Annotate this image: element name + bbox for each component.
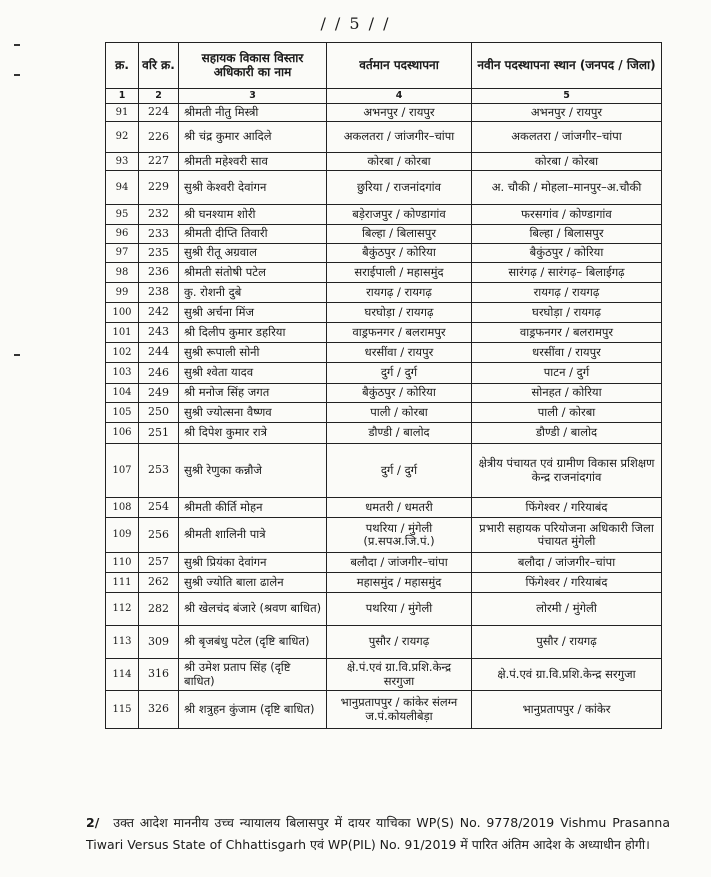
seniority-cell: 316 bbox=[139, 659, 179, 691]
current-posting-cell: अभनपुर / रायपुर bbox=[327, 104, 472, 122]
name-cell: श्री घनश्याम शोरी bbox=[179, 205, 327, 225]
serial-cell: 108 bbox=[106, 498, 139, 518]
current-posting-cell: दुर्ग / दुर्ग bbox=[327, 444, 472, 498]
seniority-cell: 250 bbox=[139, 403, 179, 423]
current-posting-cell: रायगढ़ / रायगढ़ bbox=[327, 283, 472, 303]
seniority-cell: 251 bbox=[139, 423, 179, 444]
serial-cell: 113 bbox=[106, 626, 139, 659]
seniority-cell: 242 bbox=[139, 303, 179, 323]
name-cell: श्रीमती संतोषी पटेल bbox=[179, 263, 327, 283]
column-number: 5 bbox=[472, 89, 662, 104]
serial-cell: 95 bbox=[106, 205, 139, 225]
table-row bbox=[106, 626, 662, 659]
margin-mark bbox=[14, 44, 20, 46]
seniority-cell: 226 bbox=[139, 122, 179, 153]
name-cell: श्री बृजबंधु पटेल (दृष्टि बाधित) bbox=[179, 626, 327, 659]
table-row bbox=[106, 104, 662, 122]
new-posting-cell: भानुप्रतापपुर / कांकेर bbox=[472, 691, 662, 729]
name-cell: श्रीमती नीतु मिस्त्री bbox=[179, 104, 327, 122]
note-paragraph bbox=[86, 812, 670, 856]
serial-cell: 94 bbox=[106, 171, 139, 205]
name-cell: सुश्री केश्वरी देवांगन bbox=[179, 171, 327, 205]
current-posting-cell: बिल्हा / बिलासपुर bbox=[327, 225, 472, 244]
table-header-row bbox=[106, 43, 662, 89]
serial-cell: 99 bbox=[106, 283, 139, 303]
new-posting-cell: वाड्रफनगर / बलरामपुर bbox=[472, 323, 662, 343]
serial-cell: 114 bbox=[106, 659, 139, 691]
serial-cell: 93 bbox=[106, 153, 139, 171]
table-row bbox=[106, 659, 662, 691]
serial-cell: 112 bbox=[106, 593, 139, 626]
table-row bbox=[106, 153, 662, 171]
seniority-cell: 227 bbox=[139, 153, 179, 171]
new-posting-cell: लोरमी / मुंगेली bbox=[472, 593, 662, 626]
new-posting-cell: डौण्डी / बालोद bbox=[472, 423, 662, 444]
current-posting-cell: धरसींवा / रायपुर bbox=[327, 343, 472, 363]
table-row bbox=[106, 225, 662, 244]
current-posting-cell: पुसौर / रायगढ़ bbox=[327, 626, 472, 659]
new-posting-cell: धरसींवा / रायपुर bbox=[472, 343, 662, 363]
new-posting-cell: अकलतरा / जांजगीर–चांपा bbox=[472, 122, 662, 153]
serial-cell: 106 bbox=[106, 423, 139, 444]
seniority-cell: 236 bbox=[139, 263, 179, 283]
current-posting-cell: छुरिया / राजनांदगांव bbox=[327, 171, 472, 205]
name-cell: सुश्री ज्योत्सना वैष्णव bbox=[179, 403, 327, 423]
name-cell: सुश्री अर्चना मिंज bbox=[179, 303, 327, 323]
column-number-row bbox=[106, 89, 662, 104]
new-posting-cell: फरसगांव / कोण्डागांव bbox=[472, 205, 662, 225]
serial-cell: 101 bbox=[106, 323, 139, 343]
seniority-cell: 249 bbox=[139, 384, 179, 403]
name-cell: सुश्री ज्योति बाला ढालेन bbox=[179, 573, 327, 593]
name-cell: श्री दिपेश कुमार रात्रे bbox=[179, 423, 327, 444]
table-row bbox=[106, 593, 662, 626]
seniority-cell: 232 bbox=[139, 205, 179, 225]
current-posting-cell: बैकुंठपुर / कोरिया bbox=[327, 244, 472, 263]
header-current-posting: वर्तमान पदस्थापना bbox=[327, 43, 472, 89]
name-cell: श्री चंद्र कुमार आदिले bbox=[179, 122, 327, 153]
table-row bbox=[106, 171, 662, 205]
table-row bbox=[106, 363, 662, 384]
new-posting-cell: घरघोड़ा / रायगढ़ bbox=[472, 303, 662, 323]
table-row bbox=[106, 518, 662, 553]
new-posting-cell: अ. चौकी / मोहला–मानपुर–अ.चौकी bbox=[472, 171, 662, 205]
new-posting-cell: रायगढ़ / रायगढ़ bbox=[472, 283, 662, 303]
note-text: उक्त आदेश माननीय उच्च न्यायालय बिलासपुर में दायर याचिका WP(S) No. 9778/2019 Vishmu Prasanna Tiwari Versus State of Chhattisgarh एवं WP(PIL) No. 91/2019 में पारित अंतिम आदेश के अध्याधीन होगी। bbox=[86, 815, 670, 852]
table-row bbox=[106, 343, 662, 363]
name-cell: सुश्री रीतू अग्रवाल bbox=[179, 244, 327, 263]
seniority-cell: 256 bbox=[139, 518, 179, 553]
seniority-cell: 235 bbox=[139, 244, 179, 263]
serial-cell: 109 bbox=[106, 518, 139, 553]
current-posting-cell: बड़ेराजपुर / कोण्डागांव bbox=[327, 205, 472, 225]
current-posting-cell: वाड्रफनगर / बलरामपुर bbox=[327, 323, 472, 343]
name-cell: कु. रोशनी दुबे bbox=[179, 283, 327, 303]
new-posting-cell: क्षेत्रीय पंचायत एवं ग्रामीण विकास प्रशिक्षण केन्द्र राजनांदगांव bbox=[472, 444, 662, 498]
new-posting-cell: सारंगढ़ / सारंगढ़– बिलाईगढ़ bbox=[472, 263, 662, 283]
table-row bbox=[106, 444, 662, 498]
new-posting-cell: बैकुंठपुर / कोरिया bbox=[472, 244, 662, 263]
name-cell: सुश्री प्रियंका देवांगन bbox=[179, 553, 327, 573]
new-posting-cell: क्षे.पं.एवं ग्रा.वि.प्रशि.केन्द्र सरगुजा bbox=[472, 659, 662, 691]
current-posting-cell: पथरिया / मुंगेली (प्र.सपअ.जि.पं.) bbox=[327, 518, 472, 553]
serial-cell: 100 bbox=[106, 303, 139, 323]
seniority-cell: 253 bbox=[139, 444, 179, 498]
column-number: 4 bbox=[327, 89, 472, 104]
column-number: 2 bbox=[139, 89, 179, 104]
current-posting-cell: पाली / कोरबा bbox=[327, 403, 472, 423]
serial-cell: 103 bbox=[106, 363, 139, 384]
transfer-table bbox=[105, 42, 662, 729]
seniority-cell: 243 bbox=[139, 323, 179, 343]
serial-cell: 115 bbox=[106, 691, 139, 729]
table-row bbox=[106, 691, 662, 729]
seniority-cell: 246 bbox=[139, 363, 179, 384]
serial-cell: 105 bbox=[106, 403, 139, 423]
new-posting-cell: पुसौर / रायगढ़ bbox=[472, 626, 662, 659]
table-row bbox=[106, 403, 662, 423]
seniority-cell: 244 bbox=[139, 343, 179, 363]
serial-cell: 102 bbox=[106, 343, 139, 363]
margin-mark bbox=[14, 354, 20, 356]
new-posting-cell: फिंगेश्वर / गरियाबंद bbox=[472, 573, 662, 593]
note-label: 2/ bbox=[86, 815, 100, 830]
name-cell: श्रीमती कीर्ति मोहन bbox=[179, 498, 327, 518]
current-posting-cell: पथरिया / मुंगेली bbox=[327, 593, 472, 626]
current-posting-cell: बैकुंठपुर / कोरिया bbox=[327, 384, 472, 403]
serial-cell: 104 bbox=[106, 384, 139, 403]
new-posting-cell: बिल्हा / बिलासपुर bbox=[472, 225, 662, 244]
name-cell: सुश्री रेणुका कन्नौजे bbox=[179, 444, 327, 498]
table-row bbox=[106, 384, 662, 403]
current-posting-cell: महासमुंद / महासमुंद bbox=[327, 573, 472, 593]
name-cell: श्री उमेश प्रताप सिंह (दृष्टि बाधित) bbox=[179, 659, 327, 691]
name-cell: श्रीमती महेश्वरी साव bbox=[179, 153, 327, 171]
seniority-cell: 309 bbox=[139, 626, 179, 659]
serial-cell: 98 bbox=[106, 263, 139, 283]
current-posting-cell: बलौदा / जांजगीर–चांपा bbox=[327, 553, 472, 573]
seniority-cell: 229 bbox=[139, 171, 179, 205]
header-name: सहायक विकास विस्तार अधिकारी का नाम bbox=[179, 43, 327, 89]
seniority-cell: 326 bbox=[139, 691, 179, 729]
seniority-cell: 254 bbox=[139, 498, 179, 518]
new-posting-cell: कोरबा / कोरबा bbox=[472, 153, 662, 171]
name-cell: श्रीमती शालिनी पात्रे bbox=[179, 518, 327, 553]
current-posting-cell: कोरबा / कोरबा bbox=[327, 153, 472, 171]
seniority-cell: 257 bbox=[139, 553, 179, 573]
serial-cell: 97 bbox=[106, 244, 139, 263]
table-row bbox=[106, 263, 662, 283]
name-cell: श्री खेलचंद बंजारे (श्रवण बाधित) bbox=[179, 593, 327, 626]
seniority-cell: 282 bbox=[139, 593, 179, 626]
new-posting-cell: फिंगेश्वर / गरियाबंद bbox=[472, 498, 662, 518]
serial-cell: 110 bbox=[106, 553, 139, 573]
current-posting-cell: भानुप्रतापपुर / कांकेर संलग्न ज.पं.कोयलीबेड़ा bbox=[327, 691, 472, 729]
current-posting-cell: डौण्डी / बालोद bbox=[327, 423, 472, 444]
table-row bbox=[106, 283, 662, 303]
new-posting-cell: प्रभारी सहायक परियोजना अधिकारी जिला पंचायत मुंगेली bbox=[472, 518, 662, 553]
current-posting-cell: क्षे.पं.एवं ग्रा.वि.प्रशि.केन्द्र सरगुजा bbox=[327, 659, 472, 691]
serial-cell: 107 bbox=[106, 444, 139, 498]
current-posting-cell: अकलतरा / जांजगीर–चांपा bbox=[327, 122, 472, 153]
header-new-posting: नवीन पदस्थापना स्थान (जनपद / जिला) bbox=[472, 43, 662, 89]
table-row bbox=[106, 553, 662, 573]
serial-cell: 111 bbox=[106, 573, 139, 593]
name-cell: सुश्री रूपाली सोनी bbox=[179, 343, 327, 363]
table-row bbox=[106, 323, 662, 343]
table-row bbox=[106, 205, 662, 225]
table-row bbox=[106, 573, 662, 593]
column-number: 3 bbox=[179, 89, 327, 104]
seniority-cell: 238 bbox=[139, 283, 179, 303]
table-row bbox=[106, 423, 662, 444]
name-cell: श्री मनोज सिंह जगत bbox=[179, 384, 327, 403]
new-posting-cell: बलौदा / जांजगीर–चांपा bbox=[472, 553, 662, 573]
name-cell: श्री शत्रुहन कुंजाम (दृष्टि बाधित) bbox=[179, 691, 327, 729]
table-row bbox=[106, 498, 662, 518]
header-serial: क्र. bbox=[106, 43, 139, 89]
new-posting-cell: सोनहत / कोरिया bbox=[472, 384, 662, 403]
serial-cell: 91 bbox=[106, 104, 139, 122]
seniority-cell: 224 bbox=[139, 104, 179, 122]
current-posting-cell: सराईपाली / महासमुंद bbox=[327, 263, 472, 283]
name-cell: सुश्री श्वेता यादव bbox=[179, 363, 327, 384]
page-number: / / 5 / / bbox=[320, 14, 391, 33]
seniority-cell: 233 bbox=[139, 225, 179, 244]
current-posting-cell: धमतरी / धमतरी bbox=[327, 498, 472, 518]
serial-cell: 92 bbox=[106, 122, 139, 153]
new-posting-cell: अभनपुर / रायपुर bbox=[472, 104, 662, 122]
current-posting-cell: दुर्ग / दुर्ग bbox=[327, 363, 472, 384]
current-posting-cell: घरघोड़ा / रायगढ़ bbox=[327, 303, 472, 323]
header-seniority: वरि क्र. bbox=[139, 43, 179, 89]
column-number: 1 bbox=[106, 89, 139, 104]
name-cell: श्रीमती दीप्ति तिवारी bbox=[179, 225, 327, 244]
margin-mark bbox=[14, 74, 20, 76]
table-row bbox=[106, 244, 662, 263]
serial-cell: 96 bbox=[106, 225, 139, 244]
seniority-cell: 262 bbox=[139, 573, 179, 593]
new-posting-cell: पाली / कोरबा bbox=[472, 403, 662, 423]
name-cell: श्री दिलीप कुमार डहरिया bbox=[179, 323, 327, 343]
new-posting-cell: पाटन / दुर्ग bbox=[472, 363, 662, 384]
table-row bbox=[106, 303, 662, 323]
table-row bbox=[106, 122, 662, 153]
